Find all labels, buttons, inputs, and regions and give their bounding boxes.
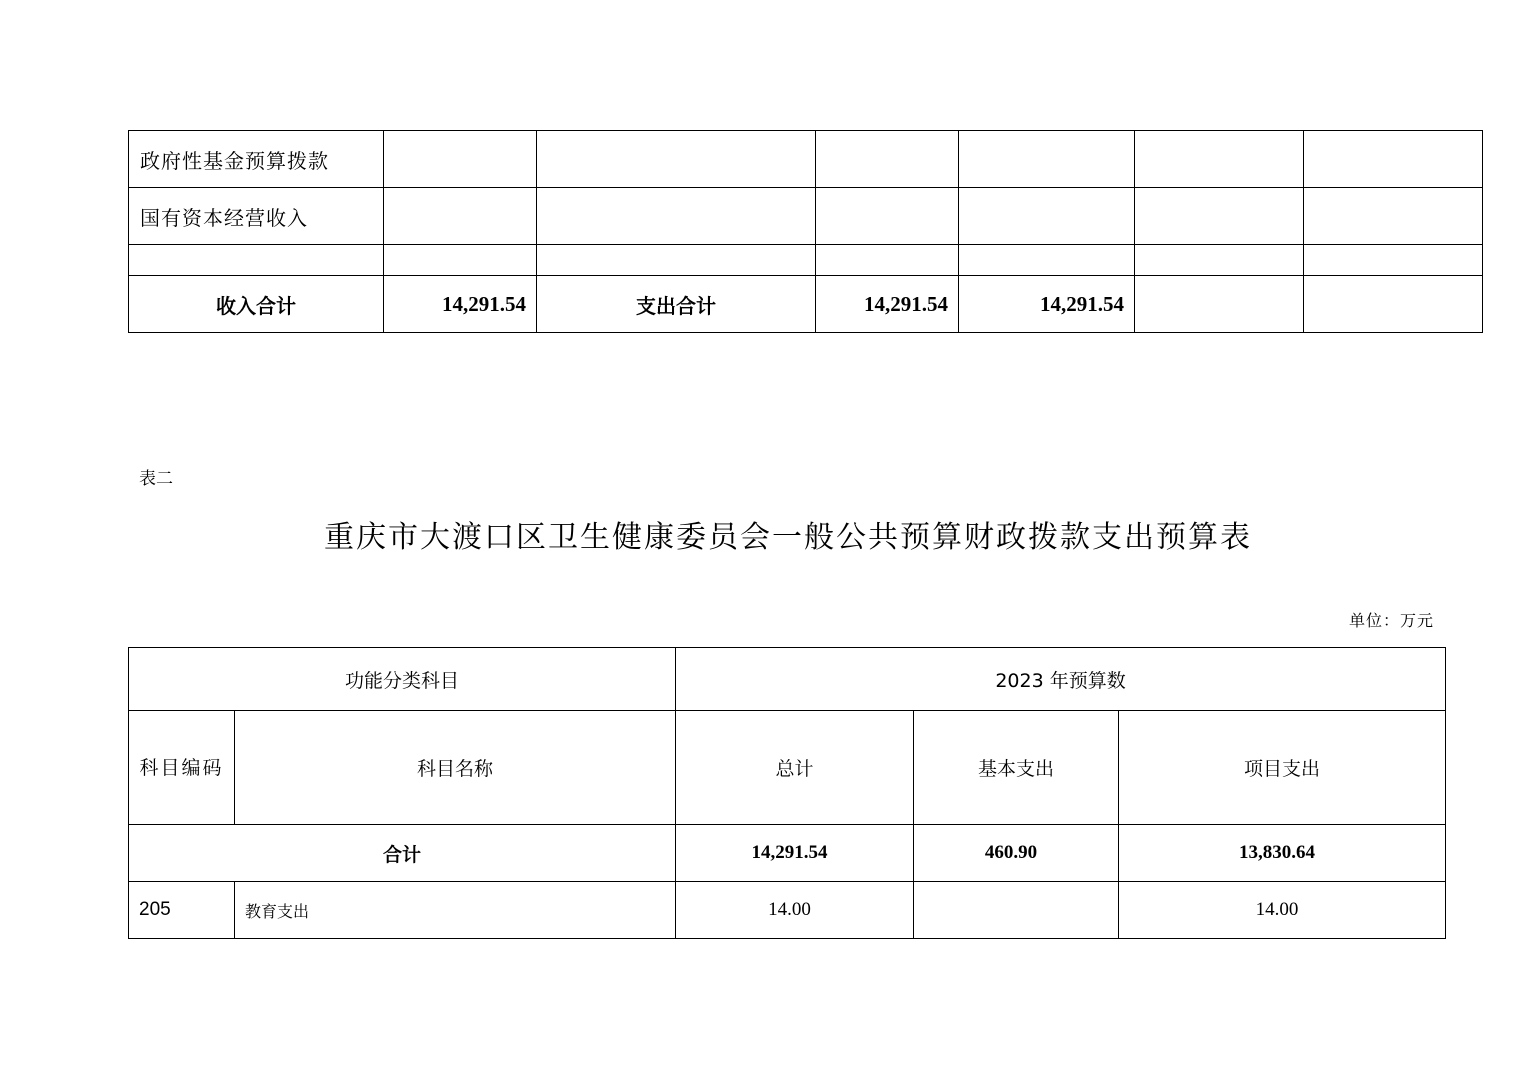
income-expense-summary-table	[128, 130, 1483, 333]
expense-total-value: 14,291.54	[816, 276, 959, 333]
table-label: 表二	[139, 469, 173, 489]
expense-total-value-2: 14,291.54	[959, 276, 1135, 333]
sum-row	[129, 825, 1446, 882]
row-label: 政府性基金预算拨款	[129, 131, 384, 188]
table-row	[129, 131, 1483, 188]
row-label: 国有资本经营收入	[129, 188, 384, 245]
row-name: 教育支出	[235, 882, 676, 939]
table-row	[129, 245, 1483, 276]
income-total-label: 收入合计	[129, 276, 384, 333]
row-project: 14.00	[1119, 882, 1446, 939]
header-category: 功能分类科目	[129, 648, 676, 711]
header-basic: 基本支出	[914, 711, 1119, 825]
unit-label: 单位：万元	[1348, 611, 1434, 630]
header-row	[129, 648, 1446, 711]
table-row	[129, 188, 1483, 245]
page-title: 重庆市大渡口区卫生健康委员会一般公共预算财政拨款支出预算表	[324, 520, 1252, 555]
header-total: 总计	[676, 711, 914, 825]
row-label	[129, 245, 384, 276]
row-total: 14.00	[676, 882, 914, 939]
sum-basic: 460.90	[914, 825, 1119, 882]
header-row	[129, 711, 1446, 825]
total-row	[129, 276, 1483, 333]
row-basic	[914, 882, 1119, 939]
expense-total-label: 支出合计	[537, 276, 816, 333]
header-project: 项目支出	[1119, 711, 1446, 825]
sum-label: 合计	[129, 825, 676, 882]
table-row	[129, 882, 1446, 939]
expenditure-budget-table	[128, 647, 1446, 939]
income-total-value: 14,291.54	[384, 276, 537, 333]
sum-project: 13,830.64	[1119, 825, 1446, 882]
row-code: 205	[129, 882, 235, 939]
header-budget-year: 2023 年预算数	[676, 648, 1446, 711]
header-code: 科目编码	[129, 711, 235, 825]
sum-total: 14,291.54	[676, 825, 914, 882]
header-name: 科目名称	[235, 711, 676, 825]
